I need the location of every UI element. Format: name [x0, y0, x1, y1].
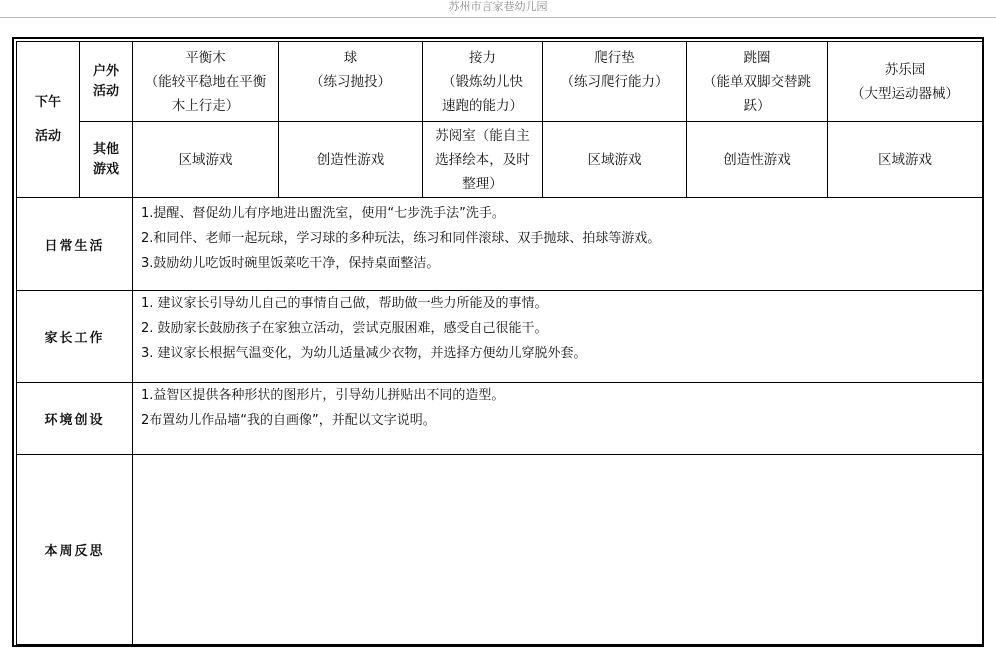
- daily-life-row: [17, 198, 983, 291]
- daily-life-content: [133, 198, 983, 291]
- page-header: 苏州市言家巷幼儿园: [0, 0, 996, 18]
- afternoon-label-top: 下午: [34, 94, 61, 110]
- outdoor-item-desc: 木上行走）: [171, 97, 240, 114]
- outdoor-label-line1: 户外: [92, 63, 119, 79]
- outdoor-item-cell: [687, 42, 828, 122]
- outdoor-item-desc: 速跑的能力）: [442, 97, 523, 114]
- outdoor-label-line2: 活动: [92, 83, 119, 99]
- outdoor-label-cell: [80, 42, 133, 122]
- other-game-text: 区域游戏: [878, 151, 932, 168]
- list-item: 2.和同伴、老师一起玩球，学习球的多种玩法，练习和同伴滚球、双手抛球、拍球等游戏。: [141, 231, 661, 246]
- environment-label: 环境创设: [17, 383, 133, 455]
- outdoor-item-cell: [279, 42, 423, 122]
- list-item: 2布置幼儿作品墙“我的自画像”，并配以文字说明。: [141, 413, 436, 428]
- other-game-text: 创造性游戏: [316, 151, 385, 168]
- daily-life-label: 日常生活: [17, 198, 133, 291]
- other-games-label-cell: [80, 122, 133, 198]
- outdoor-item-cell: [133, 42, 279, 122]
- outdoor-item-desc: （练习爬行能力）: [560, 74, 669, 90]
- weekly-plan-table: [16, 41, 983, 645]
- reflection-content[interactable]: [133, 455, 983, 645]
- other-games-label-line2: 游戏: [92, 161, 119, 177]
- other-game-cell: [687, 122, 828, 198]
- parent-work-label: 家长工作: [17, 291, 133, 383]
- other-game-cell: [423, 122, 543, 198]
- other-game-text: 创造性游戏: [723, 151, 791, 168]
- other-game-text: 区域游戏: [178, 151, 233, 168]
- list-item: 3. 建议家长根据气温变化，为幼儿适量减少衣物，并选择方便幼儿穿脱外套。: [141, 346, 587, 361]
- outdoor-item-name: 爬行垫: [594, 50, 635, 66]
- list-item: 1.益智区提供各种形状的图形片，引导幼儿拼贴出不同的造型。: [141, 388, 505, 403]
- outdoor-item-name: 球: [343, 50, 358, 66]
- outdoor-item-desc: 跃）: [743, 97, 771, 114]
- outdoor-item-name: 苏乐园: [884, 61, 926, 78]
- outdoor-item-desc: （大型运动器械）: [851, 85, 959, 102]
- outdoor-item-name: 跳圈: [743, 49, 771, 66]
- environment-content: [133, 383, 983, 455]
- other-game-text: 苏阅室（能自主: [435, 127, 530, 144]
- other-game-text: 选择绘本，及时: [435, 151, 530, 168]
- other-game-cell: [543, 122, 687, 198]
- reflection-row: [17, 455, 983, 645]
- outdoor-item-name: 接力: [469, 49, 496, 66]
- afternoon-label-bottom: 活动: [34, 128, 61, 144]
- list-item: 1.提醒、督促幼儿有序地进出盥洗室，使用“七步洗手法”洗手。: [141, 206, 505, 221]
- list-item: 3.鼓励幼儿吃饭时碗里饭菜吃干净，保持桌面整洁。: [141, 256, 440, 271]
- parent-work-row: [17, 291, 983, 383]
- outdoor-item-desc: （能单双脚交替跳: [703, 73, 811, 90]
- outdoor-item-desc: （锻炼幼儿快: [442, 73, 523, 90]
- other-games-label-line1: 其他: [92, 141, 119, 157]
- outdoor-item-desc: （能较平稳地在平衡: [144, 73, 267, 90]
- list-item: 1. 建议家长引导幼儿自己的事情自己做，帮助做一些力所能及的事情。: [141, 296, 548, 311]
- other-game-text: 区域游戏: [587, 151, 642, 168]
- environment-row: [17, 383, 983, 455]
- reflection-label: 本周反思: [17, 455, 133, 645]
- outdoor-item-cell: [543, 42, 687, 122]
- other-game-text: 整理）: [462, 175, 503, 192]
- other-game-cell: [133, 122, 279, 198]
- outdoor-item-cell: [423, 42, 543, 122]
- afternoon-label-cell: [17, 42, 80, 198]
- other-game-cell: [828, 122, 983, 198]
- other-games-row: [17, 122, 983, 198]
- outdoor-item-name: 平衡木: [185, 49, 226, 66]
- other-game-cell: [279, 122, 423, 198]
- list-item: 2. 鼓励家长鼓励孩子在家独立活动，尝试克服困难，感受自己很能干。: [141, 321, 548, 336]
- outdoor-item-cell: [828, 42, 983, 122]
- outdoor-item-desc: （练习抛投）: [310, 74, 391, 90]
- outdoor-row: [17, 42, 983, 122]
- parent-work-content: [133, 291, 983, 383]
- plan-frame: [12, 37, 984, 647]
